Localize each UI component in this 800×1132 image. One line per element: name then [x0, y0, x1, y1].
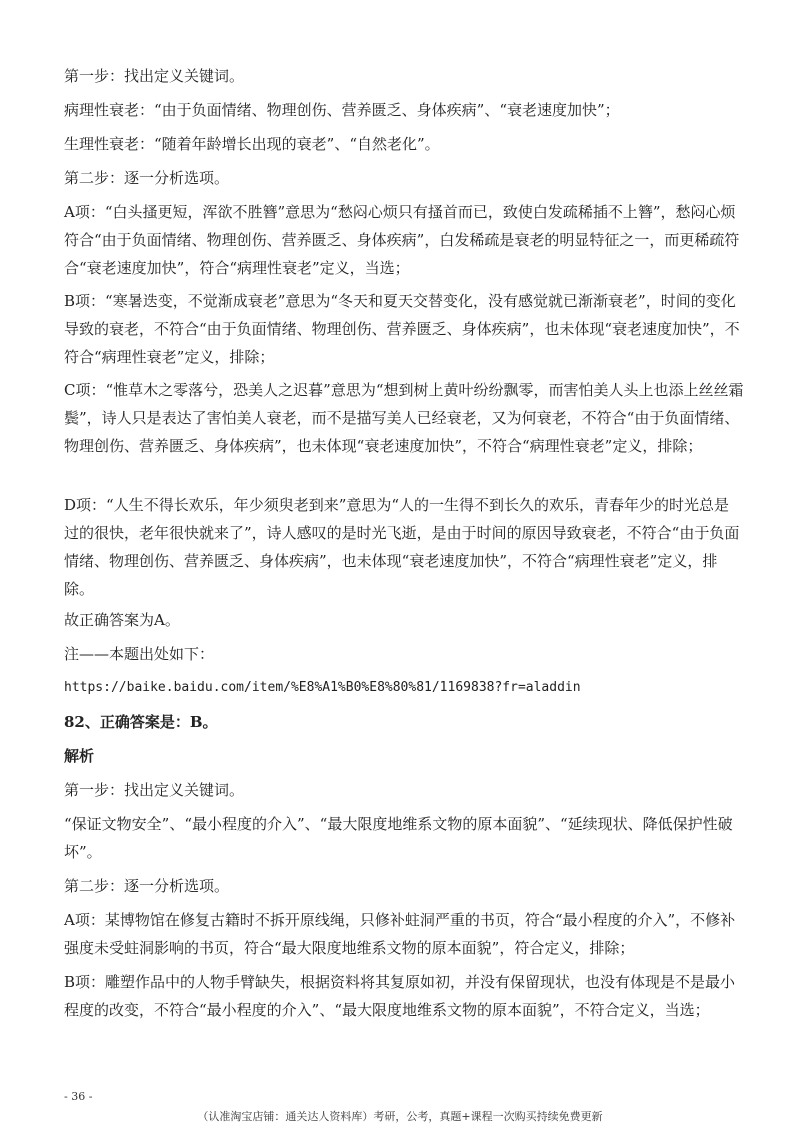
question-82-answer: 82、正确答案是：B。 [64, 713, 218, 731]
step-two-heading: 第二步：逐一分析选项。 [64, 169, 230, 187]
source-note: 注——本题出处如下： [64, 645, 215, 663]
correct-answer: 故正确答案为A。 [64, 611, 180, 629]
option-a-analysis: A项：某博物馆在修复古籍时不拆开原线绳，只修补蛀洞严重的书页，符合“最小程度的介入”，不修补强度未受蛀洞影响的书页，符合“最大限度地维系文物的原本面貌”，符合定义，排除； [64, 911, 736, 957]
source-url[interactable]: https://baike.baidu.com/item/%E8%A1%B0%E8%80%81/1169838?fr=aladdin [64, 680, 581, 695]
pathological-aging-definition: 病理性衰老：“由于负面情绪、物理创伤、营养匮乏、身体疾病”、“衰老速度加快”； [64, 101, 620, 119]
keywords-list: “保证文物安全”、“最小程度的介入”、“最大限度地维系文物的原本面貌”、“延续现状、降低保护性破坏”。 [64, 815, 733, 861]
option-c-analysis: C项：“惟草木之零落兮，恐美人之迟暮”意思为“想到树上黄叶纷纷飘零，而害怕美人头上也添上丝丝霜鬓”，诗人只是表达了害怕美人衰老，而不是描写美人已经衰老，又为何衰老，不符合“由于负面情绪、物理创伤、营养匮乏、身体疾病”，也未体现“衰老速度加快”，不符合“病理性衰老”定义，排除； [64, 381, 744, 455]
physiological-aging-definition: 生理性衰老：“随着年龄增长出现的衰老”、“自然老化”。 [64, 135, 440, 153]
step-one-heading: 第一步：找出定义关键词。 [64, 781, 245, 799]
footer-text: （认准淘宝店铺：通关达人资料库）考研，公考，真题+课程一次购买持续免费更新 [197, 1110, 603, 1123]
page-number: - 36 - [64, 1090, 93, 1103]
analysis-heading: 解析 [64, 747, 95, 765]
step-one-heading: 第一步：找出定义关键词。 [64, 67, 245, 85]
option-b-analysis: B项：雕塑作品中的人物手臂缺失，根据资料将其复原如初，并没有保留现状，也没有体现是不是最小程度的改变，不符合“最小程度的介入”、“最大限度地维系文物的原本面貌”，不符合定义，当选； [64, 973, 736, 1019]
step-two-heading: 第二步：逐一分析选项。 [64, 877, 230, 895]
option-a-analysis: A项：“白头搔更短，浑欲不胜簪”意思为“愁闷心烦只有搔首而已，致使白发疏稀插不上簪”，愁闷心烦符合“由于负面情绪、物理创伤、营养匮乏、身体疾病”，白发稀疏是衰老的明显特征之一，而更稀疏符合“衰老速度加快”，符合“病理性衰老”定义，当选； [64, 203, 740, 277]
option-d-analysis: D项：“人生不得长欢乐，年少须臾老到来”意思为“人的一生得不到长久的欢乐，青春年少的时光总是过的很快，老年很快就来了”，诗人感叹的是时光飞逝，是由于时间的原因导致衰老，不符合“由于负面情绪、物理创伤、营养匮乏、身体疾病”，也未体现“衰老速度加快”，不符合“病理性衰老”定义，排除。 [64, 496, 740, 598]
option-b-analysis: B项：“寒暑迭变，不觉渐成衰老”意思为“冬天和夏天交替变化，没有感觉就已渐渐衰老”，时间的变化导致的衰老，不符合“由于负面情绪、物理创伤、营养匮乏、身体疾病”，也未体现“衰老速度加快”，不符合“病理性衰老”定义，排除； [64, 292, 740, 366]
